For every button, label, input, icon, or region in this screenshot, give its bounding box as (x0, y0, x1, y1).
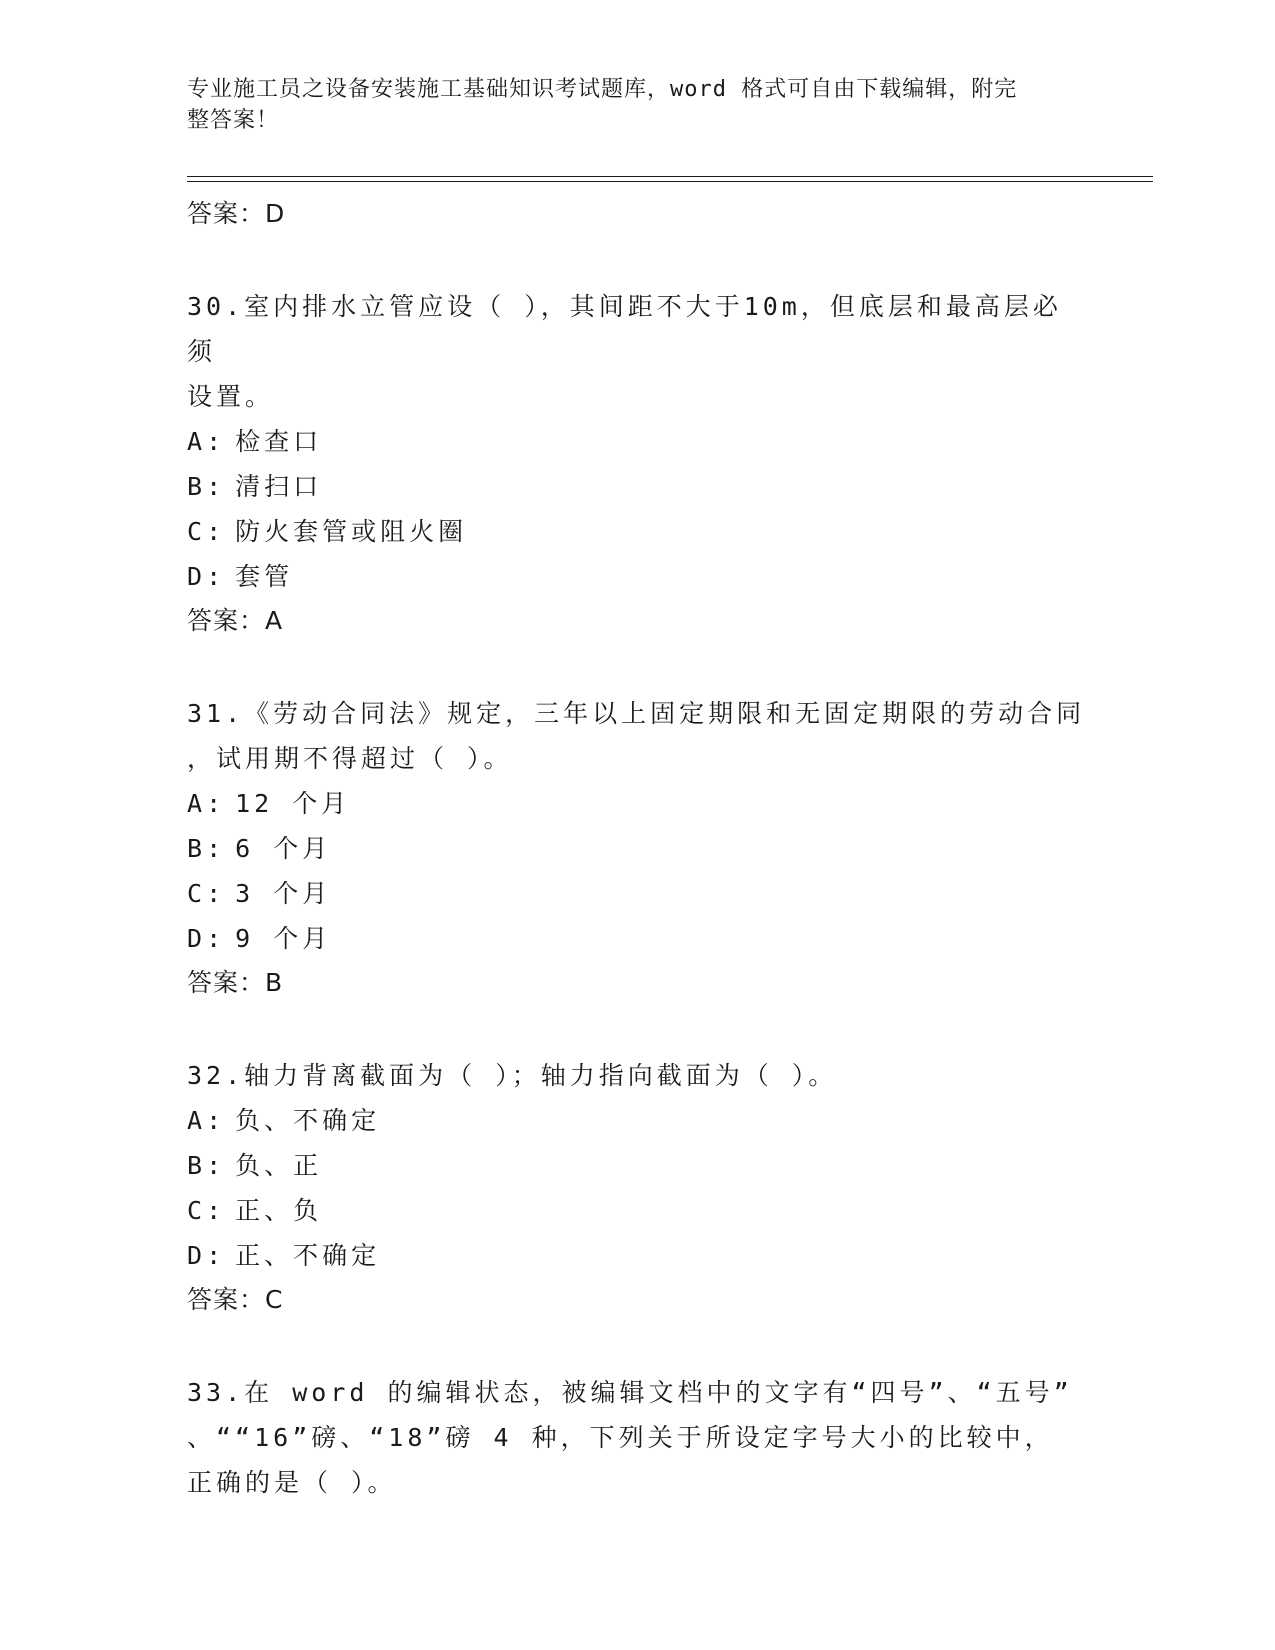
option-separator: : (206, 1106, 226, 1135)
question-30 (187, 284, 1087, 643)
option-separator: : (206, 834, 226, 863)
option-a (187, 781, 1087, 826)
stem-line: 设置。 (187, 382, 275, 411)
option-c (187, 509, 1087, 554)
header-line-1: 专业施工员之设备安装施工基础知识考试题库，word 格式可自由下载编辑，附完 (187, 77, 1018, 102)
option-text: 3 个月 (235, 879, 332, 908)
stem-line: 31.《劳动合同法》规定，三年以上固定期限和无固定期限的劳动合同 (187, 699, 1086, 728)
answer-value: A (265, 606, 284, 635)
question-stem (187, 284, 1087, 419)
option-key: B (187, 1151, 207, 1180)
option-text: 套管 (235, 562, 294, 591)
question-33 (187, 1370, 1087, 1505)
option-text: 正、不确定 (235, 1241, 381, 1270)
option-key: C (187, 879, 207, 908)
answer-prefix: 答案： (187, 606, 266, 635)
option-text: 防火套管或阻火圈 (235, 517, 468, 546)
question-31 (187, 691, 1087, 1005)
option-d (187, 1233, 1087, 1278)
option-separator: : (206, 562, 226, 591)
option-key: A (187, 427, 207, 456)
question-stem (187, 1370, 1087, 1505)
answer-value: B (265, 968, 284, 997)
stem-line: 33.在 word 的编辑状态，被编辑文档中的文字有“四号”、“五号” (187, 1378, 1073, 1407)
option-text: 9 个月 (235, 924, 332, 953)
option-key: D (187, 924, 207, 953)
option-text: 12 个月 (235, 789, 351, 818)
option-key: B (187, 472, 207, 501)
answer-line (187, 961, 1087, 1005)
option-key: D (187, 1241, 207, 1270)
question-list (187, 192, 1087, 1505)
option-key: C (187, 517, 207, 546)
option-text: 6 个月 (235, 834, 332, 863)
answer-value: D (265, 199, 286, 228)
option-separator: : (206, 789, 226, 818)
option-key: C (187, 1196, 207, 1225)
answer-line (187, 192, 1087, 236)
question-stem (187, 1053, 1087, 1098)
stem-line: 32.轴力背离截面为（ ）；轴力指向截面为（ ）。 (187, 1061, 838, 1090)
stem-line: ，试用期不得超过（ ）。 (187, 744, 513, 773)
option-key: B (187, 834, 207, 863)
option-key: D (187, 562, 207, 591)
option-text: 负、不确定 (235, 1106, 381, 1135)
option-text: 检查口 (235, 427, 323, 456)
question-32 (187, 1053, 1087, 1322)
option-d (187, 554, 1087, 599)
answer-prefix: 答案： (187, 199, 266, 228)
header-rule-top (187, 176, 1153, 177)
option-key: A (187, 789, 207, 818)
option-separator: : (206, 1241, 226, 1270)
answer-line (187, 1278, 1087, 1322)
option-separator: : (206, 1196, 226, 1225)
option-b (187, 826, 1087, 871)
option-b (187, 1143, 1087, 1188)
option-separator: : (206, 1151, 226, 1180)
option-d (187, 916, 1087, 961)
header-line-2: 整答案！ (187, 108, 280, 133)
option-separator: : (206, 879, 226, 908)
page-header (187, 74, 1067, 136)
option-separator: : (206, 472, 226, 501)
option-separator: : (206, 427, 226, 456)
question-stem (187, 691, 1087, 781)
option-text: 清扫口 (235, 472, 323, 501)
answer-line (187, 599, 1087, 643)
option-separator: : (206, 517, 226, 546)
option-b (187, 464, 1087, 509)
answer-value: C (265, 1285, 284, 1314)
option-text: 负、正 (235, 1151, 323, 1180)
stem-line: 、““16”磅、“18”磅 4 种，下列关于所设定字号大小的比较中， (187, 1423, 1054, 1452)
option-key: A (187, 1106, 207, 1135)
option-a (187, 419, 1087, 464)
stem-line: 30.室内排水立管应设（ ），其间距不大于10m，但底层和最高层必须 (187, 292, 1062, 366)
option-c (187, 1188, 1087, 1233)
option-text: 正、负 (235, 1196, 323, 1225)
option-separator: : (206, 924, 226, 953)
option-a (187, 1098, 1087, 1143)
answer-prefix: 答案： (187, 968, 266, 997)
answer-prefix: 答案： (187, 1285, 266, 1314)
stem-line: 正确的是（ ）。 (187, 1468, 397, 1497)
option-c (187, 871, 1087, 916)
header-rule-bottom (187, 181, 1153, 182)
